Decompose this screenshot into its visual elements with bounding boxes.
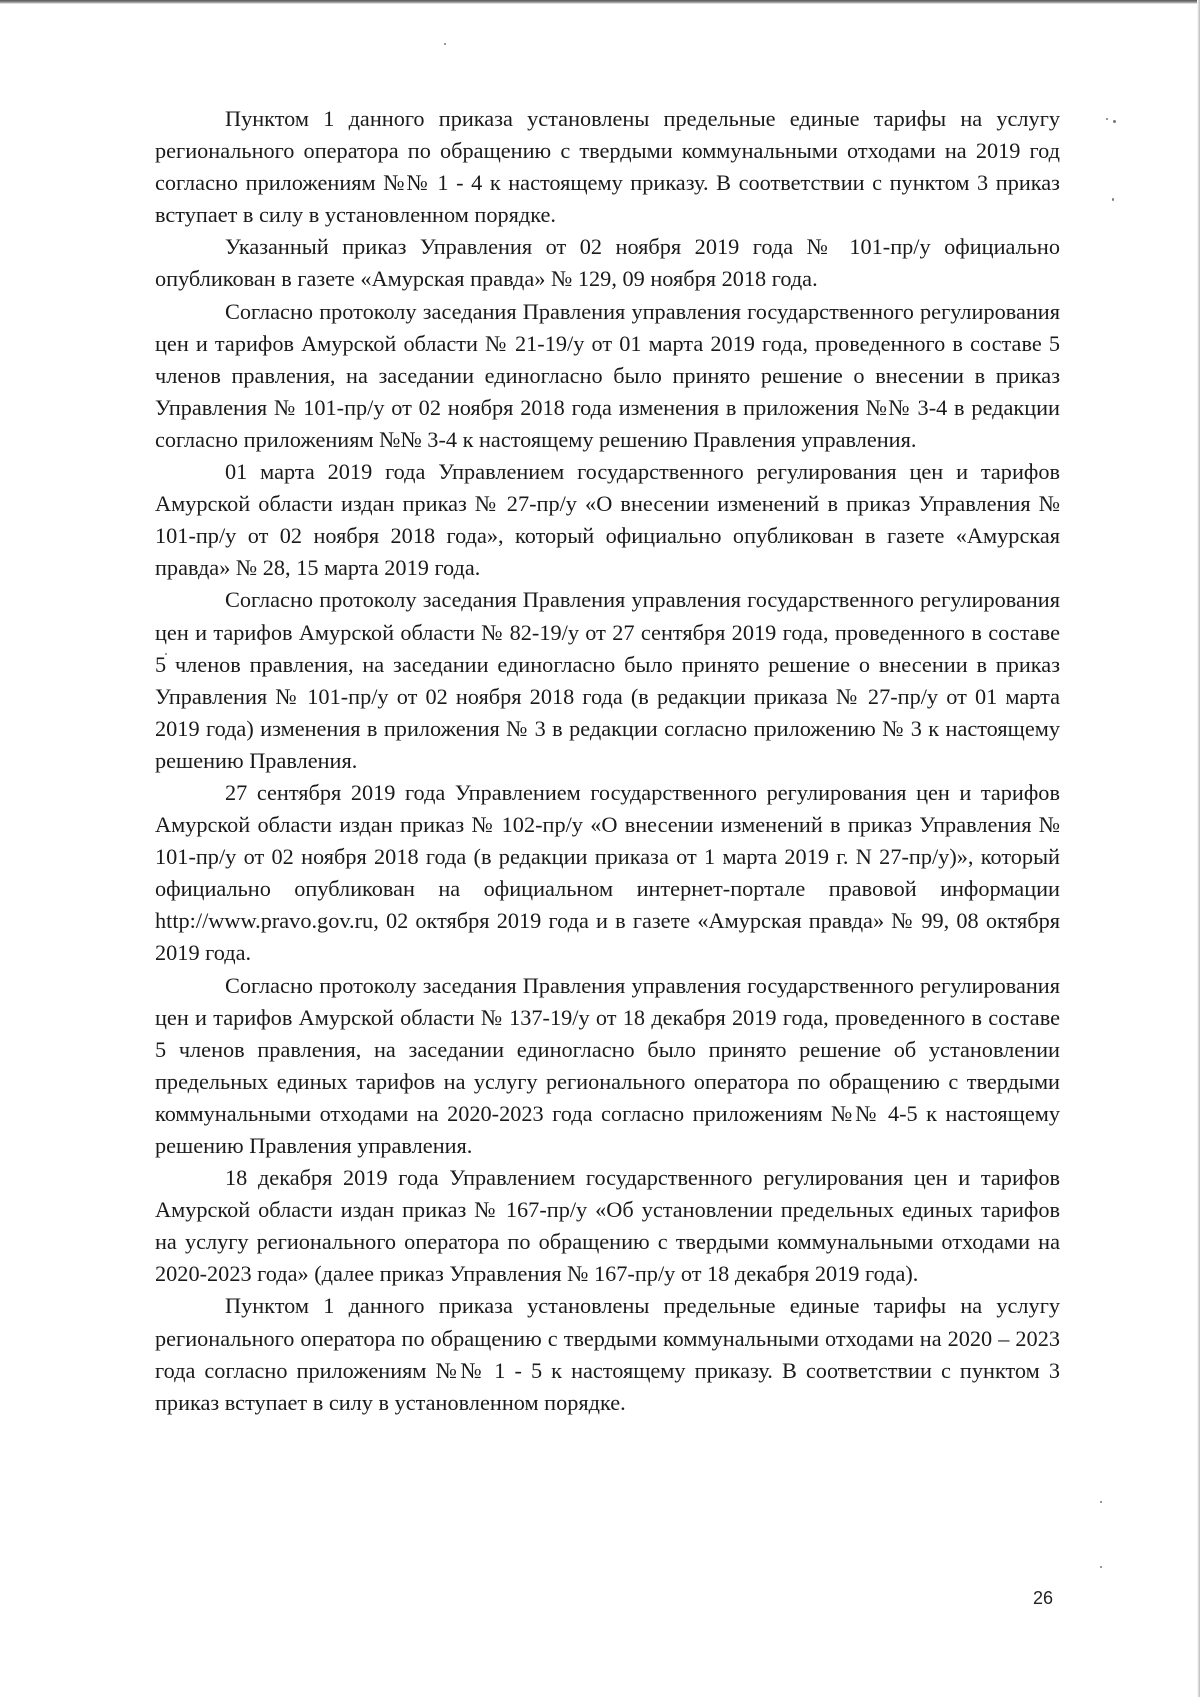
paragraph: Согласно протоколу заседания Правления управления государственного регулирования цен и тарифов Амурской области № 21-19/у от 01 марта 2019 года, проведенного в составе 5 членов правления, на заседании единогласно было принято решение о внесении в приказ Управления № 101-пр/у от 02 ноября 2018 года изменения в приложения №№ 3-4 в редакции согласно приложениям №№ 3-4 к настоящему решению Правления управления. [155, 298, 1060, 452]
paragraph: Согласно протоколу заседания Правления управления государственного регулирования цен и тарифов Амурской области № 82-19/у от 27 сентября 2019 года, проведенного в составе 5 членов правления, на заседании единогласно было принято решение о внесении в приказ Управления № 101-пр/у от 02 ноября 2018 года (в редакции приказа № 27-пр/у от 01 марта 2019 года) изменения в приложения № 3 в редакции согласно приложению № 3 к настоящему решению Правления. [155, 587, 1060, 773]
scan-edge-top [0, 0, 1200, 4]
paragraph: Пунктом 1 данного приказа установлены предельные единые тарифы на услугу регионального оператора по обращению с твердыми коммунальными отходами на 2020 – 2023 года согласно приложениям №№ 1 - 5 к настоящему приказу. В соответствии с пунктом 3 приказ вступает в силу в установленном порядке. [155, 1293, 1060, 1415]
scan-speck [1106, 118, 1108, 120]
paragraph: 18 декабря 2019 года Управлением государственного регулирования цен и тарифов Амурской области издан приказ № 167-пр/у «Об установлении предельных единых тарифов на услугу регионального оператора по обращению с твердыми коммунальными отходами на 2020-2023 года» (далее приказ Управления № 167-пр/у от 18 декабря 2019 года). [155, 1165, 1060, 1287]
paragraph: 27 сентября 2019 года Управлением государственного регулирования цен и тарифов Амурской области издан приказ № 102-пр/у «О внесении изменений в приказ Управления № 101-пр/у от 02 ноября 2018 года (в редакции приказа от 1 марта 2019 г. N 27-пр/у)», который официально опубликован на официальном интернет-портале правовой информации http://www.pravo.gov.ru, 02 октября 2019 года и в газете «Амурская правда» № 99, 08 октября 2019 года. [155, 779, 1060, 966]
paragraph: 01 марта 2019 года Управлением государственного регулирования цен и тарифов Амурской области издан приказ № 27-пр/у «О внесении изменений в приказ Управления № 101-пр/у от 02 ноября 2018 года», который официально опубликован в газете «Амурская правда» № 28, 15 марта 2019 года. [155, 459, 1060, 581]
paragraph: Указанный приказ Управления от 02 ноября 2019 года № 101-пр/у официально опубликован в газете «Амурская правда» № 129, 09 ноября 2018 года. [155, 234, 1060, 292]
paragraph: Пунктом 1 данного приказа установлены предельные единые тарифы на услугу регионального оператора по обращению с твердыми коммунальными отходами на 2019 год согласно приложениям №№ 1 - 4 к настоящему приказу. В соответствии с пунктом 3 приказ вступает в силу в установленном порядке. [155, 106, 1060, 228]
scan-speck [1113, 120, 1116, 123]
paragraph: Согласно протоколу заседания Правления управления государственного регулирования цен и тарифов Амурской области № 137-19/у от 18 декабря 2019 года, проведенного в составе 5 членов правления, на заседании единогласно было принято решение об установлении предельных единых тарифов на услугу регионального оператора по обращению с твердыми коммунальными отходами на 2020-2023 года согласно приложениям №№ 4-5 к настоящему решению Правления управления. [155, 972, 1060, 1158]
page-number: 26 [1033, 1588, 1054, 1608]
scan-speck [1100, 1566, 1102, 1568]
scan-speck [1112, 198, 1114, 201]
scan-speck [444, 43, 446, 45]
scan-speck [1100, 1501, 1102, 1503]
document-body [155, 103, 1060, 1419]
